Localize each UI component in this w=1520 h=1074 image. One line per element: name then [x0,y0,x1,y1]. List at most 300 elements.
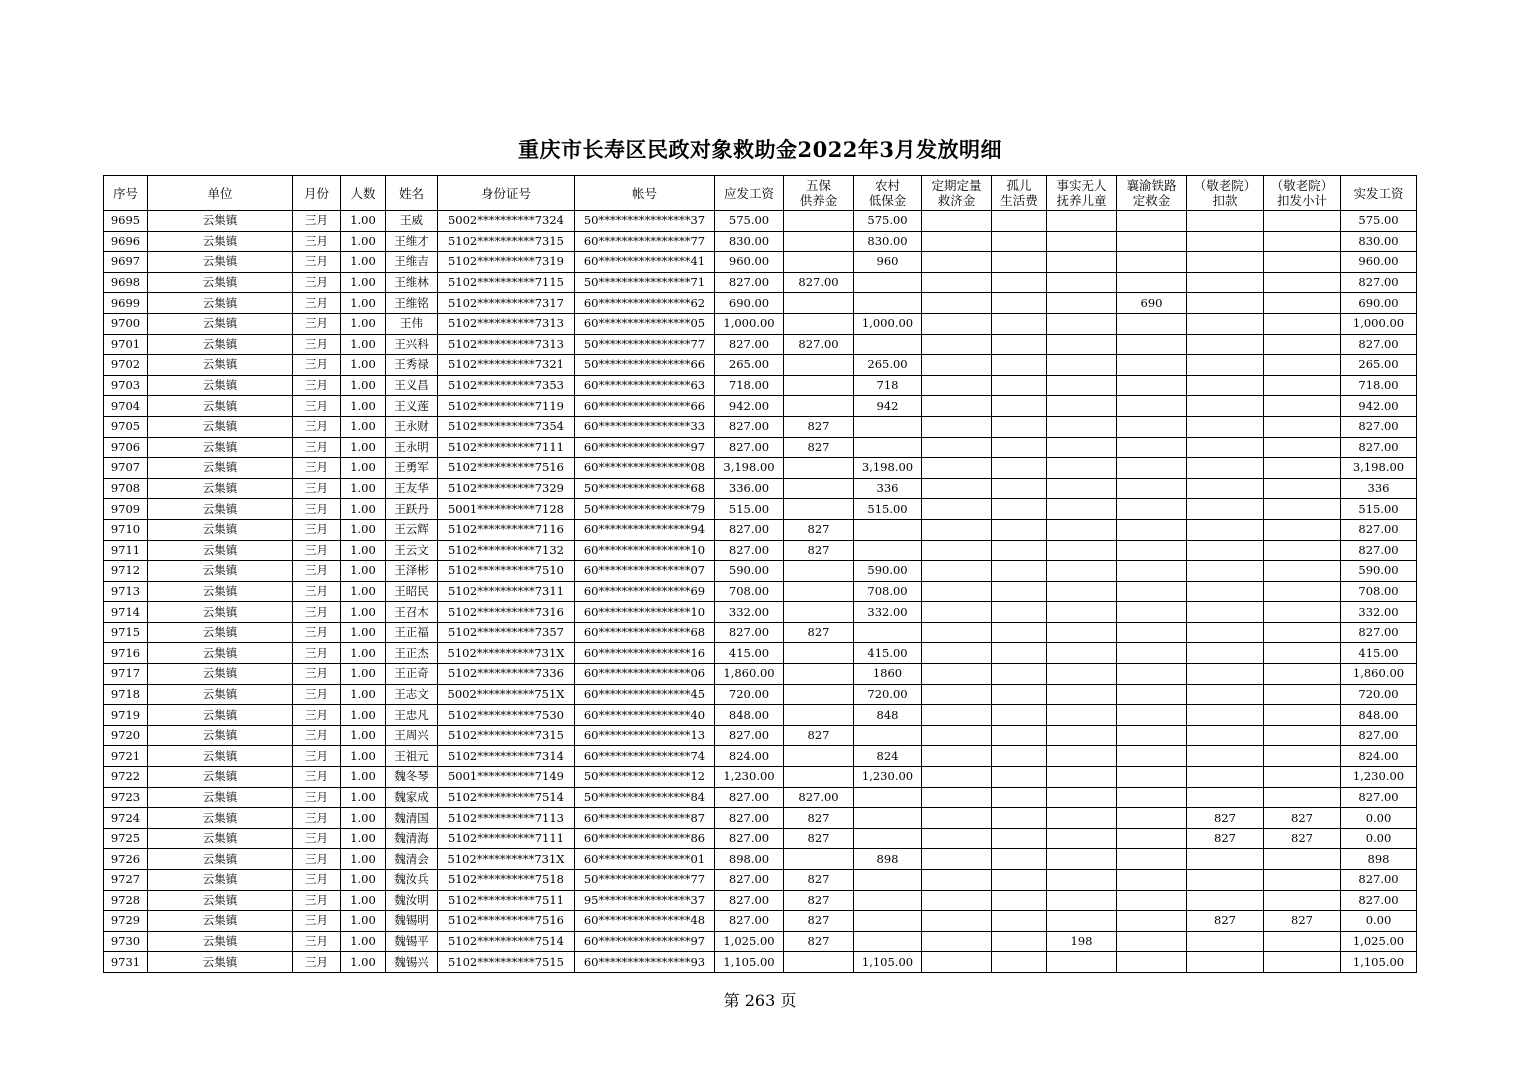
table-cell [1264,478,1341,499]
table-cell [922,746,992,767]
table-cell: 云集镇 [148,252,293,273]
table-cell: 1.00 [341,437,386,458]
table-cell: 590.00 [854,561,922,582]
table-cell [784,705,854,726]
table-cell [1264,931,1341,952]
table-cell: 60****************05 [575,313,715,334]
table-cell: 827.00 [1341,416,1417,437]
table-cell [784,252,854,273]
table-cell: 718.00 [715,375,784,396]
table-cell [854,931,922,952]
table-cell [992,746,1047,767]
table-cell [1264,231,1341,252]
table-row [104,622,1417,643]
column-header: 农村 低保金 [854,176,922,211]
table-cell [1264,313,1341,334]
table-cell: 718.00 [1341,375,1417,396]
table-cell [1187,849,1264,870]
table-row [104,416,1417,437]
table-row [104,581,1417,602]
table-cell: 三月 [293,540,341,561]
table-cell: 515.00 [1341,499,1417,520]
table-cell: 827.00 [784,272,854,293]
table-cell: 云集镇 [148,499,293,520]
table-cell: 60****************41 [575,252,715,273]
table-cell: 9702 [104,355,148,376]
table-cell: 265.00 [854,355,922,376]
table-cell: 9703 [104,375,148,396]
table-cell: 1.00 [341,746,386,767]
table-cell [784,746,854,767]
table-cell [922,334,992,355]
table-row [104,334,1417,355]
table-cell: 60****************33 [575,416,715,437]
table-cell [1117,602,1187,623]
table-cell [1117,890,1187,911]
table-cell [854,725,922,746]
table-cell [922,540,992,561]
table-cell [922,705,992,726]
table-cell [1264,746,1341,767]
table-cell: 1.00 [341,890,386,911]
table-cell [992,911,1047,932]
table-cell: 云集镇 [148,870,293,891]
table-cell [922,787,992,808]
table-cell: 三月 [293,828,341,849]
table-cell: 王秀禄 [386,355,438,376]
table-cell: 5102**********7354 [438,416,575,437]
table-cell: 1.00 [341,252,386,273]
table-cell [922,519,992,540]
table-cell: 三月 [293,272,341,293]
table-cell [992,767,1047,788]
table-cell: 0.00 [1341,911,1417,932]
table-cell: 848.00 [715,705,784,726]
table-cell: 827 [1264,828,1341,849]
table-cell: 1.00 [341,272,386,293]
table-cell [1117,684,1187,705]
table-cell [992,890,1047,911]
page-title: 重庆市长寿区民政对象救助金2022年3月发放明细 [517,137,1003,162]
table-cell: 三月 [293,519,341,540]
table-cell: 1.00 [341,519,386,540]
table-cell [1047,416,1117,437]
table-cell [854,911,922,932]
table-cell [1187,870,1264,891]
table-row [104,211,1417,232]
table-cell: 9725 [104,828,148,849]
table-cell [1187,952,1264,973]
table-cell [1264,581,1341,602]
table-cell [1264,334,1341,355]
table-cell: 9716 [104,643,148,664]
table-cell: 三月 [293,355,341,376]
table-cell: 827.00 [1341,437,1417,458]
table-cell [922,870,992,891]
table-cell: 王周兴 [386,725,438,746]
table-cell: 1.00 [341,870,386,891]
table-row [104,396,1417,417]
table-cell: 5102**********7315 [438,725,575,746]
table-cell [1264,602,1341,623]
table-cell [1264,725,1341,746]
table-cell: 三月 [293,684,341,705]
table-cell: 827.00 [1341,725,1417,746]
table-cell: 三月 [293,746,341,767]
table-cell [784,375,854,396]
table-cell: 415.00 [1341,643,1417,664]
table-cell: 5102**********7319 [438,252,575,273]
table-cell: 1,000.00 [715,313,784,334]
table-cell [1264,272,1341,293]
table-cell [1264,416,1341,437]
table-cell: 三月 [293,911,341,932]
table-cell: 王昭民 [386,581,438,602]
table-cell [1047,375,1117,396]
table-cell: 1,105.00 [715,952,784,973]
table-cell: 60****************87 [575,808,715,829]
table-cell: 9731 [104,952,148,973]
table-cell: 690.00 [715,293,784,314]
table-cell: 1.00 [341,375,386,396]
table-cell [784,478,854,499]
table-cell [784,643,854,664]
table-row [104,252,1417,273]
table-cell [1264,540,1341,561]
table-cell [1047,602,1117,623]
table-cell: 1.00 [341,664,386,685]
table-cell [922,355,992,376]
table-cell: 王永财 [386,416,438,437]
table-cell [1117,313,1187,334]
table-row [104,684,1417,705]
table-cell [1117,828,1187,849]
table-cell: 0.00 [1341,808,1417,829]
table-cell: 1.00 [341,355,386,376]
table-cell [992,272,1047,293]
table-cell [1047,828,1117,849]
table-cell [1187,231,1264,252]
table-cell: 云集镇 [148,787,293,808]
table-cell: 60****************13 [575,725,715,746]
table-cell [1117,767,1187,788]
table-cell [922,396,992,417]
table-cell: 魏锡兴 [386,952,438,973]
table-cell: 5102**********7357 [438,622,575,643]
table-cell [1047,705,1117,726]
table-cell [1264,684,1341,705]
table-cell [1047,643,1117,664]
table-cell: 9705 [104,416,148,437]
table-cell [784,211,854,232]
table-cell [1047,870,1117,891]
table-cell: 魏锡平 [386,931,438,952]
table-cell: 827 [1187,808,1264,829]
table-cell: 960.00 [1341,252,1417,273]
table-cell: 60****************07 [575,561,715,582]
table-cell: 1.00 [341,211,386,232]
table-row [104,849,1417,870]
table-cell: 1.00 [341,705,386,726]
table-cell [992,499,1047,520]
table-cell: 5102**********7132 [438,540,575,561]
table-cell [922,828,992,849]
table-cell: 60****************94 [575,519,715,540]
table-cell [992,808,1047,829]
table-cell: 5102**********7530 [438,705,575,726]
table-cell [1264,252,1341,273]
table-cell [1264,375,1341,396]
table-cell: 590.00 [1341,561,1417,582]
table-cell: 60****************97 [575,931,715,952]
table-cell: 9717 [104,664,148,685]
table-cell: 5102**********7321 [438,355,575,376]
table-cell: 827.00 [1341,622,1417,643]
table-cell: 9701 [104,334,148,355]
table-cell: 云集镇 [148,313,293,334]
table-cell [992,870,1047,891]
table-cell [854,272,922,293]
table-cell: 5102**********7510 [438,561,575,582]
table-cell [992,622,1047,643]
table-cell: 魏锡明 [386,911,438,932]
table-cell: 三月 [293,870,341,891]
table-cell: 827 [784,931,854,952]
table-cell [922,931,992,952]
table-cell [992,478,1047,499]
table-cell: 魏清海 [386,828,438,849]
table-cell [1117,952,1187,973]
table-cell: 云集镇 [148,602,293,623]
table-cell: 827 [784,437,854,458]
table-cell: 云集镇 [148,416,293,437]
table-cell: 9723 [104,787,148,808]
table-cell: 三月 [293,602,341,623]
table-cell [992,664,1047,685]
table-cell: 云集镇 [148,211,293,232]
table-cell [922,725,992,746]
table-cell: 5102**********7518 [438,870,575,891]
table-cell: 5102**********7514 [438,787,575,808]
table-cell [1117,705,1187,726]
table-cell [1264,396,1341,417]
table-cell: 9728 [104,890,148,911]
table-cell [1117,375,1187,396]
table-row [104,664,1417,685]
table-cell [1187,375,1264,396]
table-cell [784,664,854,685]
table-row [104,643,1417,664]
table-cell: 827.00 [715,911,784,932]
table-cell [922,272,992,293]
table-cell: 50****************12 [575,767,715,788]
table-cell: 云集镇 [148,396,293,417]
table-cell: 云集镇 [148,643,293,664]
table-cell: 1.00 [341,808,386,829]
table-cell: 942.00 [715,396,784,417]
table-cell: 云集镇 [148,808,293,829]
table-cell: 5102**********7317 [438,293,575,314]
table-cell [992,705,1047,726]
table-cell: 827.00 [715,437,784,458]
table-cell: 9720 [104,725,148,746]
table-cell: 5102**********7516 [438,911,575,932]
table-cell: 1,025.00 [1341,931,1417,952]
table-cell [1187,684,1264,705]
table-cell [1264,952,1341,973]
table-cell: 827 [1187,911,1264,932]
table-row [104,931,1417,952]
table-cell: 9712 [104,561,148,582]
table-cell [922,664,992,685]
table-cell [922,458,992,479]
table-cell [1187,293,1264,314]
table-cell [992,561,1047,582]
table-cell [1187,313,1264,334]
table-cell [1047,458,1117,479]
table-cell: 1,000.00 [1341,313,1417,334]
table-cell [854,437,922,458]
table-row [104,293,1417,314]
table-cell [1187,767,1264,788]
table-cell: 827 [1264,808,1341,829]
table-cell: 827.00 [784,334,854,355]
table-cell: 960.00 [715,252,784,273]
table-cell [1047,808,1117,829]
table-cell [922,561,992,582]
table-cell: 王正奇 [386,664,438,685]
table-row [104,561,1417,582]
table-cell: 云集镇 [148,931,293,952]
table-cell [854,828,922,849]
table-cell: 60****************63 [575,375,715,396]
table-cell: 5102**********7316 [438,602,575,623]
table-cell: 云集镇 [148,561,293,582]
table-row [104,870,1417,891]
table-cell [922,602,992,623]
table-cell [854,519,922,540]
table-cell [854,293,922,314]
table-cell: 云集镇 [148,705,293,726]
table-cell: 云集镇 [148,519,293,540]
table-cell: 9707 [104,458,148,479]
table-cell: 云集镇 [148,293,293,314]
table-cell: 云集镇 [148,725,293,746]
table-cell [1264,890,1341,911]
table-row [104,478,1417,499]
table-cell: 云集镇 [148,664,293,685]
table-cell: 9710 [104,519,148,540]
table-cell: 50****************37 [575,211,715,232]
table-cell [992,931,1047,952]
table-cell: 1.00 [341,581,386,602]
table-cell [1187,890,1264,911]
table-cell: 942 [854,396,922,417]
table-cell [922,416,992,437]
table-cell: 824.00 [715,746,784,767]
table-cell [1117,211,1187,232]
table-cell: 王维才 [386,231,438,252]
table-cell [1187,581,1264,602]
table-row [104,705,1417,726]
table-cell [922,478,992,499]
table-cell: 9711 [104,540,148,561]
column-header: （敬老院） 扣发小计 [1264,176,1341,211]
table-cell: 三月 [293,458,341,479]
table-cell [1047,519,1117,540]
table-cell: 50****************79 [575,499,715,520]
table-cell: 5001**********7128 [438,499,575,520]
table-cell: 三月 [293,478,341,499]
table-cell [1117,808,1187,829]
table-cell: 60****************08 [575,458,715,479]
table-cell: 1.00 [341,540,386,561]
table-cell: 827 [784,890,854,911]
table-cell: 1860 [854,664,922,685]
table-cell [1187,787,1264,808]
table-cell: 1,000.00 [854,313,922,334]
table-cell: 王祖元 [386,746,438,767]
table-cell: 5102**********7119 [438,396,575,417]
table-cell: 336.00 [715,478,784,499]
table-cell: 王勇军 [386,458,438,479]
table-cell: 5102**********7329 [438,478,575,499]
table-cell: 1.00 [341,334,386,355]
table-cell: 827.00 [1341,519,1417,540]
table-cell: 265.00 [1341,355,1417,376]
table-cell [1187,602,1264,623]
column-header: 单位 [148,176,293,211]
table-cell [1117,911,1187,932]
table-cell: 50****************71 [575,272,715,293]
table-cell: 827 [784,622,854,643]
table-cell: 9697 [104,252,148,273]
table-cell: 515.00 [715,499,784,520]
table-cell [1047,561,1117,582]
table-cell: 三月 [293,334,341,355]
table-cell [922,375,992,396]
table-cell [992,787,1047,808]
table-cell: 848.00 [1341,705,1417,726]
table-cell: 三月 [293,231,341,252]
table-cell: 60****************69 [575,581,715,602]
table-cell [1047,478,1117,499]
table-cell [854,808,922,829]
table-cell [1264,499,1341,520]
table-cell: 9729 [104,911,148,932]
table-cell [1117,622,1187,643]
table-header-row [104,176,1417,211]
table-row [104,767,1417,788]
table-cell [1264,293,1341,314]
table-cell: 827.00 [715,519,784,540]
table-cell: 云集镇 [148,437,293,458]
table-cell [1047,622,1117,643]
table-cell [784,355,854,376]
table-cell: 50****************68 [575,478,715,499]
table-cell: 王云文 [386,540,438,561]
table-cell [1047,664,1117,685]
table-cell [992,581,1047,602]
table-cell: 三月 [293,375,341,396]
page-number: 第 263 页 [723,991,797,1010]
table-row [104,808,1417,829]
table-cell: 云集镇 [148,911,293,932]
table-cell: 827 [784,540,854,561]
table-cell: 827 [784,725,854,746]
table-cell: 1.00 [341,931,386,952]
table-cell: 827 [1264,911,1341,932]
